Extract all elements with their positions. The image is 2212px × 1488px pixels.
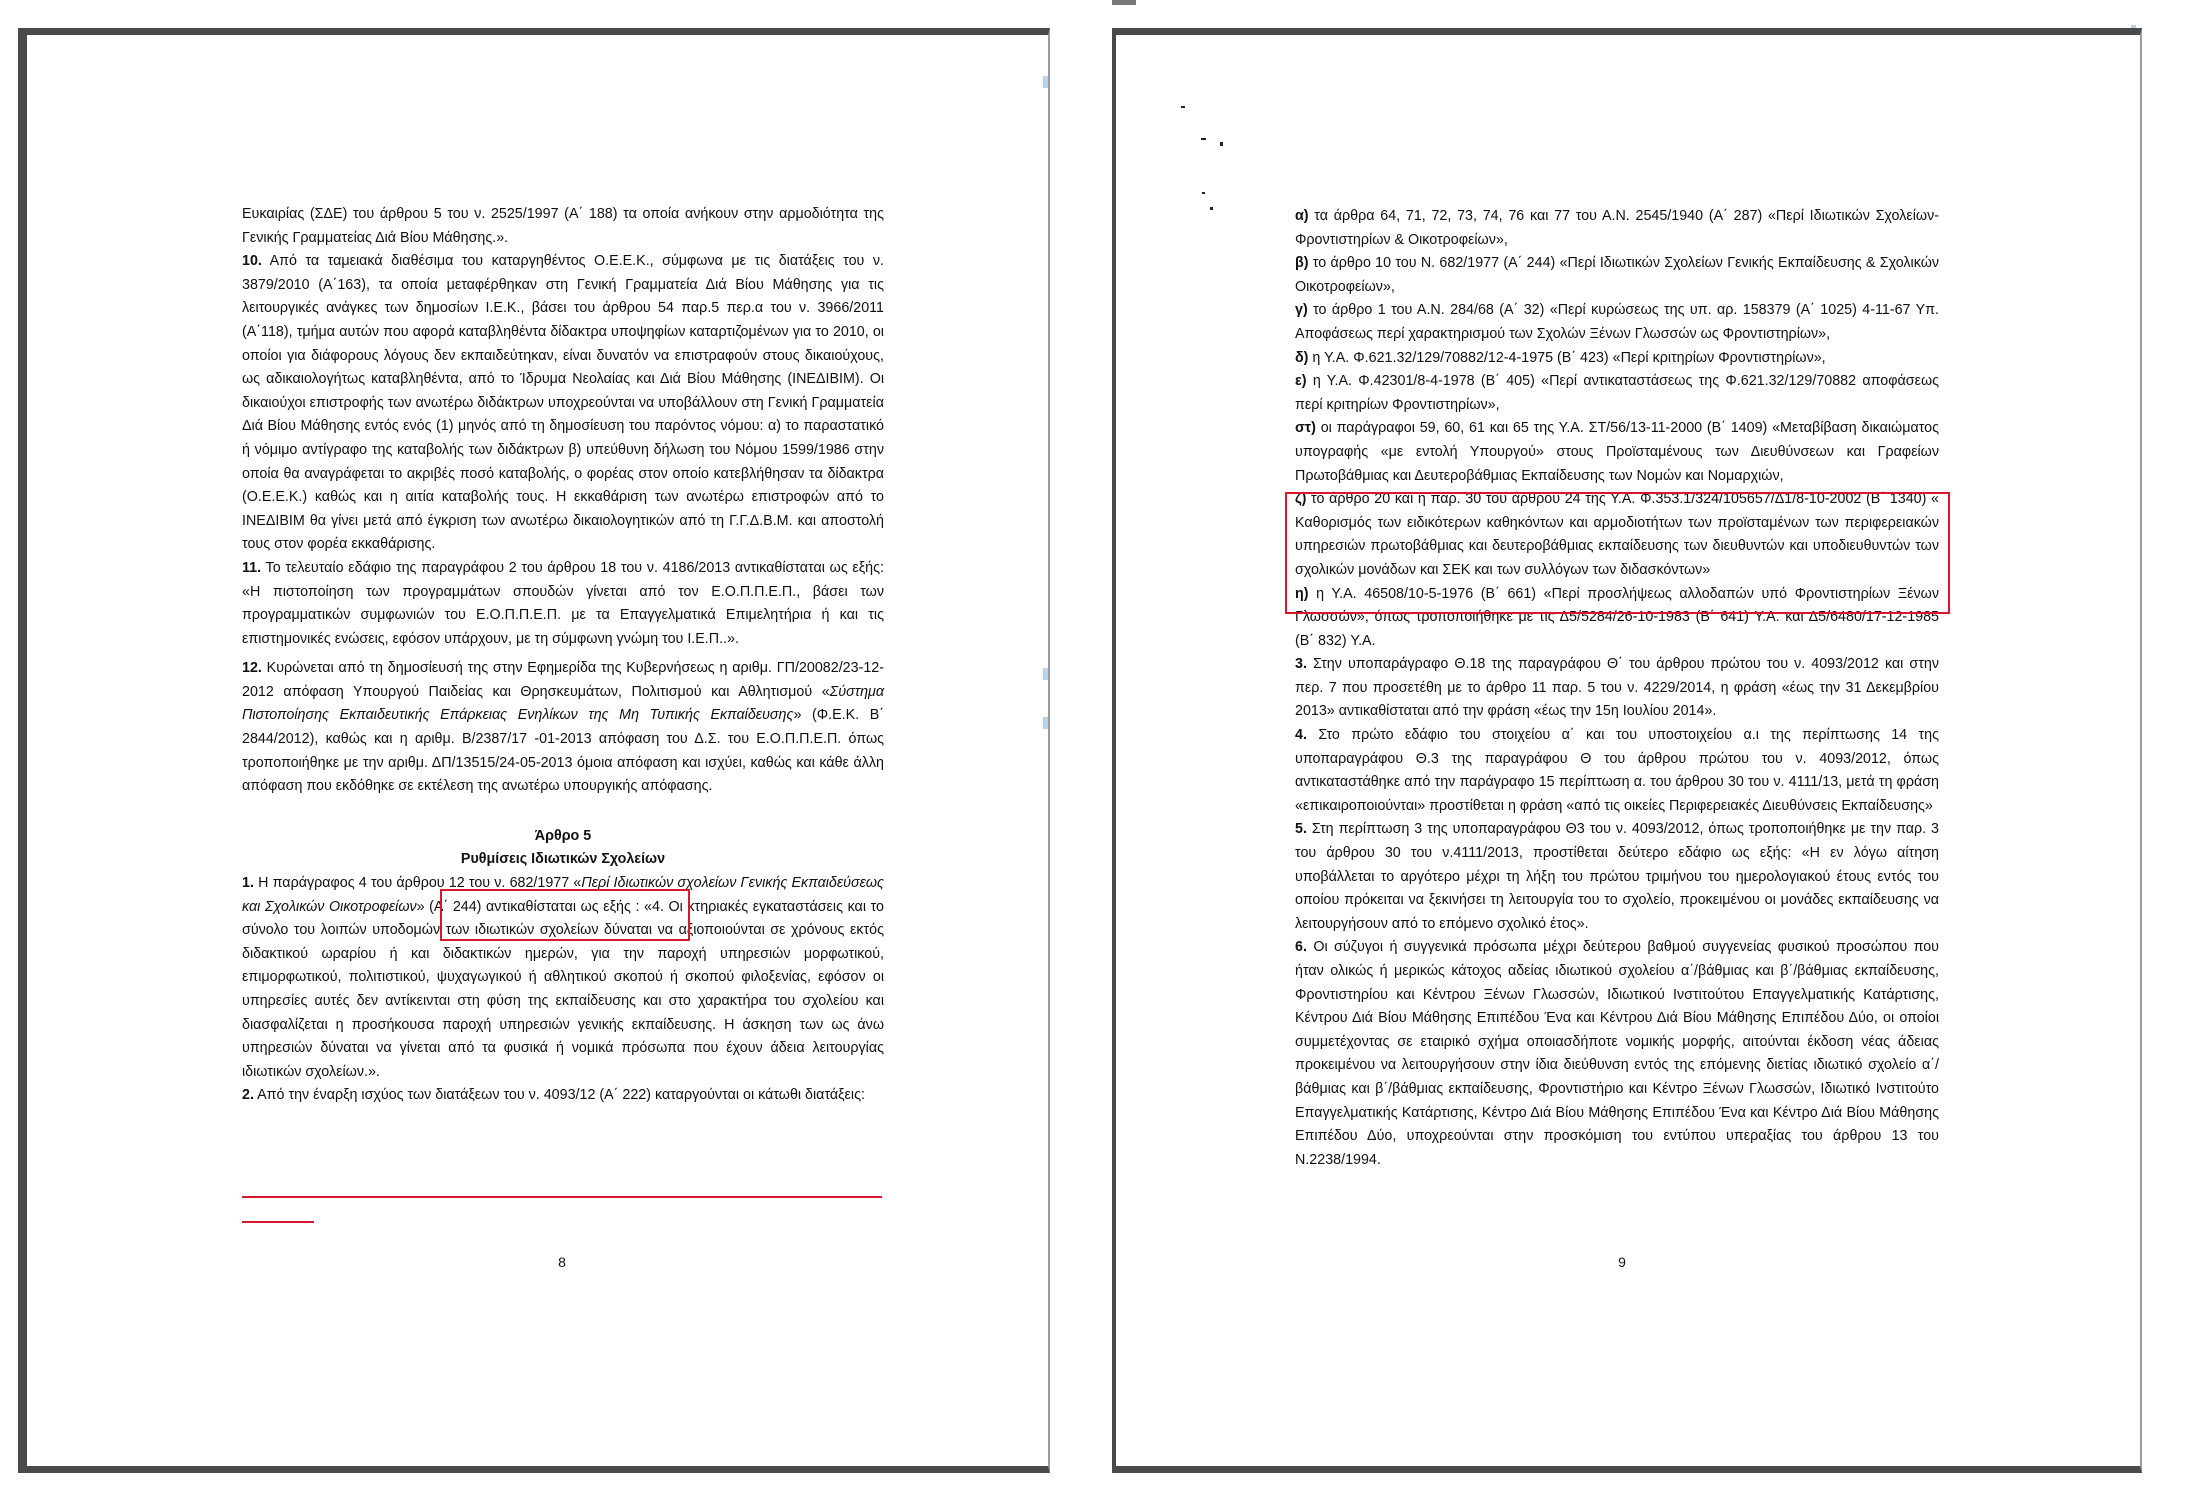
- item-z-highlight-box: [1285, 492, 1950, 614]
- item-text: η Υ.Α. Φ.621.32/129/70882/12-4-1975 (Β΄ 423) «Περί κριτηρίων Φροντιστηρίων»,: [1308, 349, 1826, 366]
- item-label: ε): [1295, 373, 1307, 390]
- right-page-text: [1295, 205, 1939, 1172]
- list-item-d: [1295, 347, 1939, 371]
- list-item-a: [1295, 205, 1939, 252]
- scan-speck: [1220, 142, 1223, 146]
- item-text: τα άρθρα 64, 71, 72, 73, 74, 76 και 77 του Α.Ν. 2545/1940 (Α΄ 287) «Περί Ιδιωτικών Σχολείων-Φροντιστηρίων & Οικοτροφείων»,: [1295, 208, 1939, 248]
- item-text: Στη περίπτωση 3 της υποπαραγράφου Θ3 του ν. 4093/2012, όπως τροποποιήθηκε με την παρ. 3 του άρθρου 30 του ν.4111/2013, προστίθεται δεύτερο εδάφιο ως εξής: «Η εν λόγω αίτηση υποβάλλεται το αργότερο μέχρι τη λήξη του πρώτου τριμήνου του ημερολογιακού έτους εντός του οποίου πρόκειται να ξεκινήσει τη λειτουργία του το σχολείο, προκειμένου οι μονάδες εκπαίδευσης να λειτουργήσουν από το επόμενο σχολικό έτος».: [1295, 821, 1939, 932]
- paragraph-text: Το τελευταίο εδάφιο της παραγράφου 2 του άρθρου 18 του ν. 4186/2013 αντικαθίσταται ως εξής: «Η πιστοποίηση των προγραμμάτων σπουδών γίνεται από τον Ε.Ο.Π.Π.Ε.Π., βάσει των προγραμματικών συμφωνιών του Ε.Ο.Π.Π.Ε.Π. με τα Επαγγελματικά Επιμελητήρια ή και τις επιστημονικές ενώσεις, εφόσον υπάρχουν, με τη σύμφωνη γνώμη του Ι.Ε.Π..».: [242, 559, 884, 647]
- paragraph-number: 2.: [242, 1087, 254, 1104]
- right-scroll-marker: [1112, 0, 1136, 5]
- paragraph-number: 1.: [242, 875, 254, 892]
- list-item-st: [1295, 417, 1939, 488]
- item-label: ζ): [1295, 491, 1307, 508]
- scan-speck: [1202, 192, 1205, 194]
- paragraph-5: [1295, 818, 1939, 936]
- paragraph-text: Από την έναρξη ισχύος των διατάξεων του ν. 4093/12 (Α΄ 222) καταργούνται οι κάτωθι διατάξεις:: [257, 1087, 865, 1104]
- paragraph-6: [1295, 936, 1939, 1172]
- paragraph-12: [242, 657, 884, 799]
- gutter-marker: [1043, 76, 1048, 88]
- item-label: 6.: [1295, 939, 1307, 956]
- paragraph-3: [1295, 653, 1939, 724]
- item-text: η Υ.Α. Φ.42301/8-4-1978 (Β΄ 405) «Περί αντικαταστάσεως της Φ.621.32/129/70882 αποφάσεως περί κριτηρίων Φροντιστηρίων»,: [1295, 373, 1939, 413]
- paragraph-text: » (Α΄ 244) αντικαθίσταται ως εξής : «4. Οι κτηριακές εγκαταστάσεις και το σύνολο του λοιπών υποδομών των ιδιωτικών σχολείων δύναται να αξιοποιούνται σε χρόνους εκτός διδακτικού ωραρίου ή και διδακτικών ημερών, για την παροχή υπηρεσιών μορφωτικού, επιμορφωτικού, πολιτιστικού, ψυχαγωγικού ή αθλητικού σκοπού ή σκοπού φιλοξενίας, εφόσον οι υπηρεσίες αυτές δεν αντίκεινται στη φύση της εκπαίδευσης και στο χαρακτήρα του σχολείου και διασφαλίζεται η προσήκουσα παροχή υπηρεσιών γενικής εκπαίδευσης. Η άσκηση των ως άνω υπηρεσιών δύναται να γίνεται από τα φυσικά ή νομικά πρόσωπα που έχουν άδεια λειτουργίας ιδιωτικών σχολείων.».: [242, 898, 884, 1080]
- underline-annotation-short: [242, 1221, 314, 1223]
- scan-speck: [1210, 207, 1213, 210]
- underline-annotation: [242, 1196, 882, 1198]
- item-text: οι παράγραφοι 59, 60, 61 και 65 της Υ.Α. ΣΤ/56/13-11-2000 (Β΄ 1409) «Μεταβίβαση δικαιώματος υπογραφής «με εντολή Υπουργού» στους Προϊσταμένους των Διευθύνσεων και Γραφείων Πρωτοβάθμιας και Δευτεροβάθμιας Εκπαίδευσης των Νομών και Νομαρχιών,: [1295, 420, 1939, 484]
- item-text: το άρθρο 1 του Α.Ν. 284/68 (Α΄ 32) «Περί κυρώσεως της υπ. αρ. 158379 (Α΄ 1025) 4-11-67 Υπ. Αποφάσεως περί χαρακτηρισμού των Σχολών Ξένων Γλωσσών ως Φροντιστηρίων»,: [1295, 302, 1939, 342]
- article-subtitle: Ρυθμίσεις Ιδιωτικών Σχολείων: [460, 851, 666, 868]
- left-page-text: [242, 203, 884, 1108]
- list-item-c: [1295, 299, 1939, 346]
- page-number: 8: [558, 1254, 566, 1270]
- italic-title: Περί Ιδιωτικών σχολείων Γενικής Εκπαιδεύσεως και Σχολικών Οικοτροφείων: [242, 875, 884, 915]
- paragraph-text: Η παράγραφος 4 του άρθρου 12 του ν. 682/1977 «: [258, 875, 582, 892]
- item-text: το άρθρο 20 και η παρ. 30 του άρθρου 24 της Υ.Α. Φ.353.1/324/105657/Δ1/8-10-2002 (Β΄ 1340) « Καθορισμός των ειδικότερων καθηκόντων και αρμοδιοτήτων των προϊσταμένων των περιφερειακών υπηρεσιών πρωτοβάθμιας και δευτεροβάθμιας εκπαίδευσης των διευθυντών και υποδιευθυντών των σχολικών μονάδων και ΣΕΚ και των συλλόγων των διδασκόντων»: [1295, 491, 1939, 578]
- paragraph-text: » (Φ.Ε.Κ. Β΄ 2844/2012), καθώς και η αριθμ. Β/2387/17 -01-2013 απόφαση του Δ.Σ. του Ε.Ο.Π.Π.Ε.Π. όπως τροποποιήθηκε με την αριθμ. ΔΠ/13515/24-05-2013 όμοια απόφαση και ισχύει, καθώς και κάθε άλλη απόφαση που εκδόθηκε σε εκτέλεση της ανωτέρω υπουργικής απόφασης.: [242, 707, 884, 795]
- scan-speck: [1181, 106, 1185, 108]
- article-title: Άρθρο 5: [534, 827, 592, 844]
- item-label: α): [1295, 208, 1309, 224]
- list-item-b: [1295, 252, 1939, 299]
- paragraph-text: Από τα ταμειακά διαθέσιμα του καταργηθέντος Ο.Ε.Ε.Κ., σύμφωνα με τις διατάξεις του ν. 3879/2010 (Α΄163), τα οποία μεταφέρθηκαν στη Γενική Γραμματεία Διά Βίου Μάθησης για τις λειτουργικές ανάγκες των δημοσίων Ι.Ε.Κ., βάσει του άρθρου 54 παρ.5 περ.α του ν. 3966/2011 (Α΄118), τμήμα αυτών που αφορά καταβληθέντα δίδακτρα υποψηφίων καταρτιζομένων για το 2010, οι οποίοι για διάφορους λόγους δεν εκπαιδεύτηκαν, είναι δυνατόν να επιστραφούν στους δικαιούχους, ως αδικαιολογήτως καταβληθέντα, από το Ίδρυμα Νεολαίας και Διά Βίου Μάθησης (ΙΝΕΔΙΒΙΜ). Οι δικαιούχοι επιστροφής των ανωτέρω διδάκτρων υποχρεούνται να υποβάλλουν στη Γενική Γραμματεία Διά Βίου Μάθησης εντός ενός (1) μηνός από τη δημοσίευση του παρόντος νόμου: α) το παραστατικό ή νόμιμο αντίγραφο της καταβολής των διδάκτρων β) υπεύθυνη δήλωση του Νόμου 1599/1986 στην οποία θα αναγράφεται το ακριβές ποσό καταβολής, ο φορέας στον οποίο κατεβλήθησαν τα δίδακτρα (Ο.Ε.Ε.Κ.) καθώς και η αιτία καταβολής τους. Η εκκαθάριση των ανωτέρω επιστροφών από το ΙΝΕΔΙΒΙΜ θα γίνει μετά από έγκριση των ανωτέρω δικαιολογητικών από τη Γ.Γ.Δ.Β.Μ. και αποστολή τους στον φορέα εκκαθάρισης.: [242, 253, 884, 553]
- paragraph-number: 12.: [242, 660, 262, 677]
- item-label: η): [1295, 585, 1309, 602]
- paragraph-number: 11.: [242, 559, 262, 576]
- item-label: 3.: [1295, 656, 1307, 673]
- item-label: γ): [1295, 302, 1308, 319]
- italic-title: Σύστημα Πιστοποίησης Εκπαιδευτικής Επάρκειας Ενηλίκων της Μη Τυπικής Εκπαίδευσης: [242, 683, 884, 724]
- item-text: η Υ.Α. 46508/10-5-1976 (Β΄ 661) «Περί προσλήψεως αλλοδαπών υπό Φροντιστηρίων Ξένων Γλωσσών», όπως τροποποιήθηκε με τις Δ5/5284/26-10-1983 (Β΄ 641) Υ.Α. και Δ5/6480/17-12-1985 (Β΄ 832) Υ.Α.: [1295, 585, 1939, 649]
- scan-speck: [1201, 138, 1206, 140]
- list-item-e: [1295, 370, 1939, 417]
- paragraph-4: [1295, 724, 1939, 818]
- gutter-marker: [1043, 668, 1048, 680]
- item-text: Οι σύζυγοι ή συγγενικά πρόσωπα μέχρι δεύτερου βαθμού συγγενείας φυσικού προσώπου που ήταν ολικώς ή μερικώς κάτοχος αδείας ιδιωτικού σχολείου α΄/βάθμιας και β΄/βάθμιας εκπαίδευσης, Φροντιστηρίου και Κέντρου Ξένων Γλωσσών, Ιδιωτικού Ινστιτούτου Επαγγελματικής Κατάρτισης, Κέντρου Διά Βίου Μάθησης Επιπέδου Ένα και Κέντρου Διά Βίου Μάθησης Επιπέδου Δύο, οι οποίοι συμμετέχοντας σε εταιρικό σχήμα οποιασδήποτε νομικής μορφής, αιτούνται έκδοση νέας άδειας προκειμένου να λειτουργήσουν στην ίδια διεύθυνση εντός της επόμενης διετίας ιδιωτικό σχολείο α΄/βάθμιας και β΄/βάθμιας εκπαίδευσης, Φροντιστήριο και Κέντρο Ξένων Γλωσσών, Ιδιωτικό Ινστιτούτο Επαγγελματικής Κατάρτισης, Κέντρο Διά Βίου Μάθησης Επιπέδου Ένα και Κέντρο Διά Βίου Μάθησης Επιπέδου Δύο, υποχρεούνται στην προσκόμιση του εντύπου υπεραξίας του άρθρου 13 του Ν.2238/1994.: [1295, 939, 1939, 1168]
- gutter-marker: [1043, 717, 1048, 729]
- article-heading-highlight-box: [440, 889, 690, 941]
- item-label: στ): [1295, 420, 1316, 437]
- item-text: το άρθρο 10 του Ν. 682/1977 (Α΄ 244) «Περί Ιδιωτικών Σχολείων Γενικής Εκπαίδευσης & Σχολικών Οικοτροφείων»,: [1295, 255, 1939, 295]
- article5-paragraph-2: [242, 1084, 884, 1108]
- page-number: 9: [1618, 1254, 1626, 1270]
- paragraph-10: [242, 250, 884, 557]
- paragraph-number: 10.: [242, 253, 262, 270]
- item-label: β): [1295, 255, 1309, 272]
- paragraph-text: Κυρώνεται από τη δημοσίευσή της στην Εφημερίδα της Κυβερνήσεως η αριθμ. ΓΠ/20082/23-12-2012 απόφαση Υπουργού Παιδείας και Θρησκευμάτων, Πολιτισμού και Αθλητισμού «: [242, 660, 884, 700]
- item-text: Στην υποπαράγραφο Θ.18 της παραγράφου Θ΄ του άρθρου πρώτου του ν. 4093/2012 και στην περ. 7 που προσετέθη με το άρθρο 11 παρ. 5 του ν. 4229/2014, η φράση «έως την 31 Δεκεμβρίου 2013» αντικαθίσταται από την φράση «έως την 15η Ιουλίου 2014».: [1295, 656, 1939, 720]
- item-label: 5.: [1295, 821, 1307, 838]
- paragraph-11: [242, 557, 884, 651]
- paragraph-continuation: Ευκαιρίας (ΣΔΕ) του άρθρου 5 του ν. 2525/1997 (Α΄ 188) τα οποία ανήκουν στην αρμοδιότητα της Γενικής Γραμματείας Διά Βίου Μάθησης.».: [242, 206, 884, 246]
- item-text: Στο πρώτο εδάφιο του στοιχείου α΄ και του υποστοιχείου α.ι της περίπτωσης 14 της υποπαραγράφου Θ.3 της παραγράφου Θ του άρθρου πρώτου του ν. 4093/2012, όπως αντικαταστάθηκε από την παράγραφο 15 περίπτωση α. του άρθρου 30 του ν. 4111/13, μετά τη φράση «επικαιροποιούνται» προστίθεται η φράση «από τις οικείες Περιφερειακές Διευθύνσεις Εκπαίδευσης»: [1295, 727, 1939, 814]
- item-label: 4.: [1295, 727, 1307, 744]
- item-label: δ): [1295, 349, 1309, 366]
